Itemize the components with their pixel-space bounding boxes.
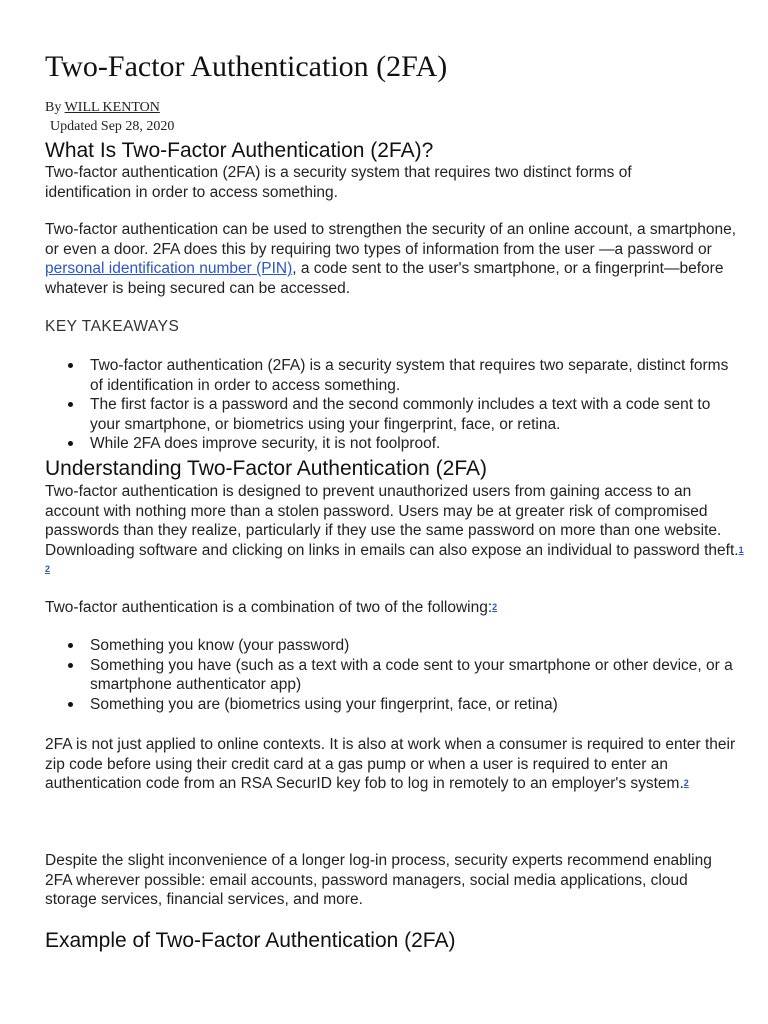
citation-link[interactable]: 1 <box>738 544 744 555</box>
paragraph <box>45 482 745 580</box>
list-item: Something you are (biometrics using your fingerprint, face, or retina) <box>90 695 740 715</box>
page-title: Two-Factor Authentication (2FA) <box>45 50 448 83</box>
paragraph-text: , a code sent to the user's smartphone, or a fingerprint—before whatever is being secured can be accessed. <box>45 260 724 297</box>
paragraph <box>45 598 745 618</box>
paragraph-text: Two-factor authentication is a combination of two of the following: <box>45 599 493 616</box>
citation-link[interactable]: 2 <box>683 778 689 789</box>
key-takeaways-list <box>45 356 740 454</box>
paragraph <box>45 735 745 794</box>
section-heading-example: Example of Two-Factor Authentication (2FA) <box>45 929 456 952</box>
paragraph: Two-factor authentication (2FA) is a security system that requires two distinct forms of identification in order to access something. <box>45 164 632 201</box>
paragraph: Despite the slight inconvenience of a longer log-in process, security experts recommend enabling 2FA wherever possible: email accounts, password managers, social media applications, cloud storage services, financial services, and more. <box>45 852 712 909</box>
section-heading-what-is: What Is Two-Factor Authentication (2FA)? <box>45 139 434 162</box>
paragraph-text: 2FA is not just applied to online contexts. It is also at work when a consumer is required to enter their zip code before using their credit card at a gas pump or when a user is required to enter an authentication code from an RSA SecurID key fob to log in remotely to an employer's system. <box>45 736 736 793</box>
factors-list <box>45 636 740 714</box>
list-item: The first factor is a password and the second commonly includes a text with a code sent to your smartphone, or biometrics using your fingerprint, face, or retina. <box>90 395 740 434</box>
list-item: Something you have (such as a text with a code sent to your smartphone or other device, or a smartphone authenticator app) <box>90 656 740 695</box>
byline <box>45 100 160 116</box>
list-item: Something you know (your password) <box>90 636 740 656</box>
list-item: While 2FA does improve security, it is not foolproof. <box>90 434 740 454</box>
byline-prefix: By <box>45 100 65 115</box>
pin-link[interactable]: personal identification number (PIN) <box>45 260 293 278</box>
key-takeaways-label: KEY TAKEAWAYS <box>45 318 180 335</box>
author-link[interactable]: WILL KENTON <box>64 100 160 115</box>
citation-link[interactable]: 2 <box>492 602 498 612</box>
paragraph-text: Two-factor authentication is designed to prevent unauthorized users from gaining access to an account with nothing more than a stolen password. Users may be at greater risk of compromised passwords than they realize, particularly if they use the same password on more than one website. Downloading software and clicking on links in emails can also expose an individual to password theft. <box>45 483 739 559</box>
list-item: Two-factor authentication (2FA) is a security system that requires two separate, distinct forms of identification in order to access something. <box>90 356 740 395</box>
paragraph <box>45 220 745 298</box>
citation-link[interactable]: 2 <box>45 564 51 575</box>
paragraph-text: Two-factor authentication can be used to strengthen the security of an online account, a smartphone, or even a door. 2FA does this by requiring two types of information from the user —a password or <box>45 221 737 258</box>
updated-date: Updated Sep 28, 2020 <box>50 119 175 134</box>
section-heading-understanding: Understanding Two-Factor Authentication (2FA) <box>45 457 488 480</box>
